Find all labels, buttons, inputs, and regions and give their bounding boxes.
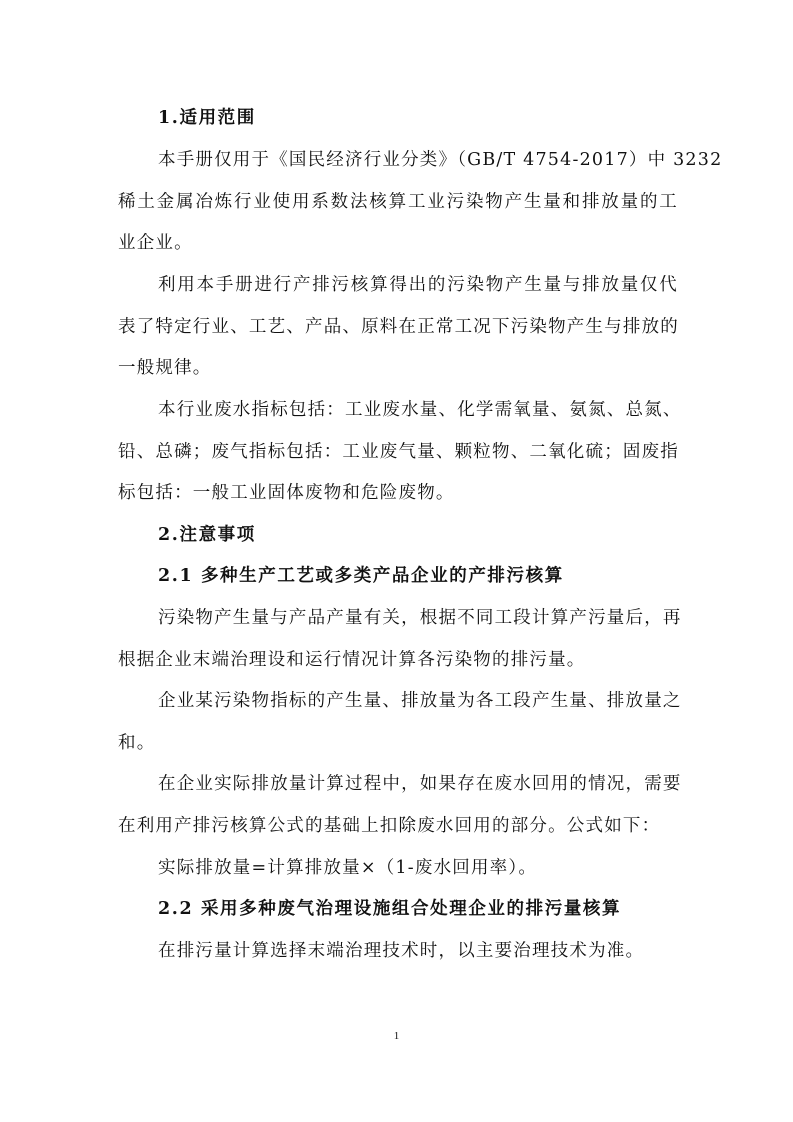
formula-line: 实际排放量=计算排放量×（1-废水回用率）。 [158,858,538,878]
paragraph-line: 业企业。 [118,233,193,253]
section-1-title: 1.适用范围 [158,108,256,128]
section-2-title: 2.注意事项 [158,525,256,545]
paragraph-line: 在排污量计算选择末端治理技术时，以主要治理技术为准。 [158,941,645,961]
paragraph-line: 污染物产生量与产品产量有关，根据不同工段计算产污量后，再 [158,608,682,628]
paragraph-line: 利用本手册进行产排污核算得出的污染物产生量与排放量仅代 [158,275,678,295]
section-2-1-title: 2.1 多种生产工艺或多类产品企业的产排污核算 [158,566,564,586]
paragraph-line: 在企业实际排放量计算过程中，如果存在废水回用的情况，需要 [158,774,682,794]
paragraph-line: 铅、总磷；废气指标包括：工业废气量、颗粒物、二氧化硫；固废指 [118,442,679,462]
page-number: 1 [393,1030,400,1042]
section-2-2-title: 2.2 采用多种废气治理设施组合处理企业的排污量核算 [158,899,622,919]
paragraph-line: 稀土金属冶炼行业使用系数法核算工业污染物产生量和排放量的工 [118,192,678,212]
paragraph-line: 在利用产排污核算公式的基础上扣除废水回用的部分。公式如下： [118,816,661,836]
paragraph-line: 根据企业末端治理设和运行情况计算各污染物的排污量。 [118,650,586,670]
paragraph-line: 和。 [118,733,156,753]
paragraph-line: 企业某污染物指标的产生量、排放量为各工段产生量、排放量之 [158,691,682,711]
paragraph-line: 标包括：一般工业固体废物和危险废物。 [118,483,455,503]
paragraph-line: 本行业废水指标包括：工业废水量、化学需氧量、氨氮、总氮、 [158,400,682,420]
paragraph-line: 表了特定行业、工艺、产品、原料在正常工况下污染物产生与排放的 [118,317,679,337]
paragraph-line: 本手册仅用于《国民经济行业分类》（GB/T 4754-2017）中 3232 [158,150,723,170]
paragraph-line: 一般规律。 [118,358,212,378]
